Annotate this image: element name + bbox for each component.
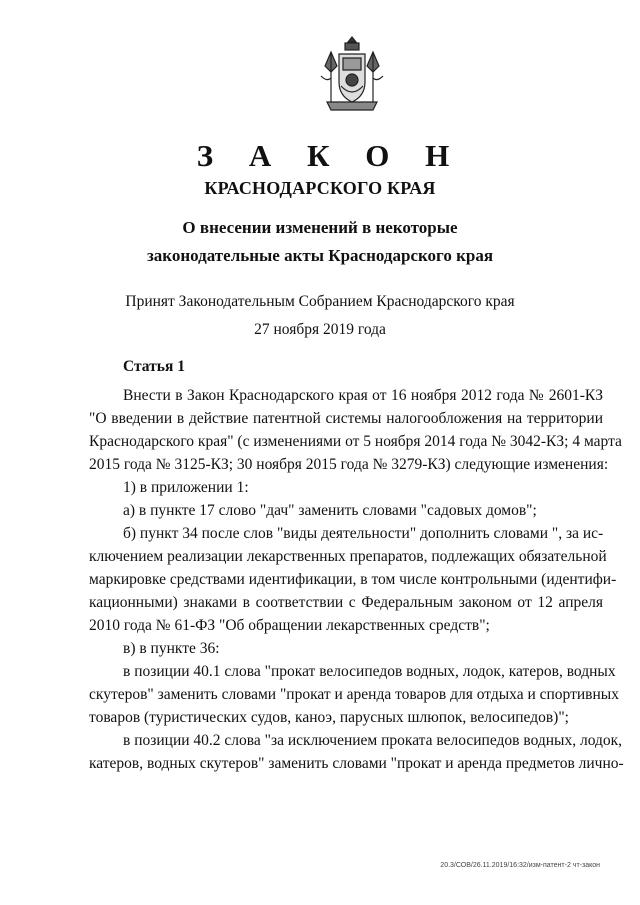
law-heading-line-2: законодательные акты Краснодарского края xyxy=(146,246,494,265)
adoption-date: 27 ноября 2019 года xyxy=(254,321,386,338)
paragraph-line: б) пункт 34 после слов "виды деятельности" дополнить словами ", за ис- xyxy=(123,525,604,542)
list-item: 1) в приложении 1: xyxy=(123,479,249,496)
paragraph-line: 2010 года № 61-ФЗ "Об обращении лекарственных средств"; xyxy=(89,617,490,634)
paragraph-line: скутеров" заменить словами "прокат и аренда товаров для отдыха и спортивных xyxy=(89,686,619,703)
paragraph-line: в позиции 40.2 слова "за исключением проката велосипедов водных, лодок, xyxy=(123,732,623,749)
paragraph-line: Внести в Закон Краснодарского края от 16 ноября 2012 года № 2601-КЗ xyxy=(123,387,603,404)
document-subtitle: КРАСНОДАРСКОГО КРАЯ xyxy=(204,178,436,198)
paragraph-line: кационными) знаками в соответствии с Федеральным законом от 12 апреля xyxy=(89,594,603,611)
paragraph-line: Краснодарского края" (с изменениями от 5 ноября 2014 года № 3042-КЗ; 4 марта xyxy=(89,433,622,450)
paragraph-line: маркировке средствами идентификации, в том числе контрольными (идентифи- xyxy=(89,571,617,588)
article-title: Статья 1 xyxy=(123,358,185,375)
adoption-note: Принят Законодательным Собранием Краснодарского края xyxy=(125,293,515,310)
document-title: З А К О Н xyxy=(196,138,464,173)
law-heading-line-1: О внесении изменений в некоторые xyxy=(182,218,458,237)
paragraph-line: 2015 года № 3125-КЗ; 30 ноября 2015 года № 3279-КЗ) следующие изменения: xyxy=(89,456,609,473)
paragraph-line: катеров, водных скутеров" заменить словами "прокат и аренда предметов лично- xyxy=(89,755,624,772)
list-item: в) в пункте 36: xyxy=(123,640,220,657)
paragraph-line: в позиции 40.1 слова "прокат велосипедов водных, лодок, катеров, водных xyxy=(123,663,616,680)
krasnodar-coat-of-arms-icon xyxy=(317,36,387,114)
paragraph-line: товаров (туристических судов, каноэ, парусных шлюпок, велосипедов)"; xyxy=(89,709,569,726)
paragraph-line: ключением реализации лекарственных препаратов, подлежащих обязательной xyxy=(89,548,607,565)
list-item: а) в пункте 17 слово "дач" заменить словами "садовых домов"; xyxy=(123,502,537,519)
document-reference: 20.3/СОВ/26.11.2019/16:32/изм-патент-2 чт-закон xyxy=(440,862,600,869)
paragraph-line: "О введении в действие патентной системы налогообложения на территории xyxy=(89,410,603,427)
